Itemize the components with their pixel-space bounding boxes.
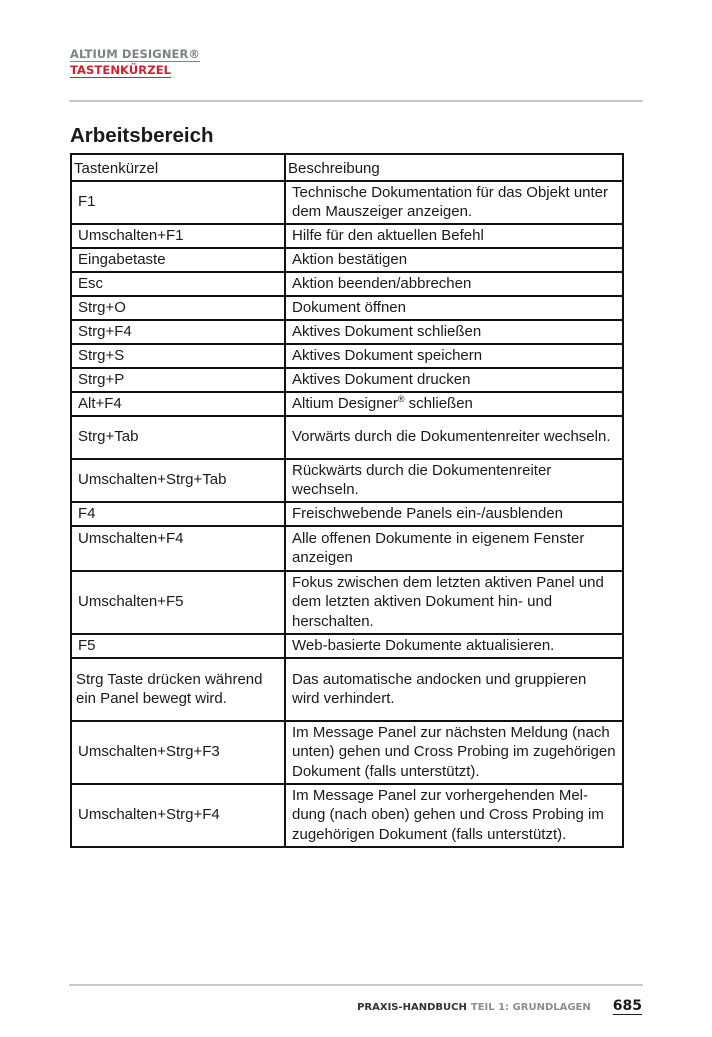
table-row xyxy=(71,658,623,721)
table-row xyxy=(71,181,623,224)
shortcut-cell: F1 xyxy=(71,181,285,224)
footer-book-title: PRAXIS-HANDBUCH xyxy=(357,1002,467,1013)
header-divider xyxy=(69,100,643,102)
shortcut-cell: Alt+F4 xyxy=(71,392,285,416)
table-row xyxy=(71,248,623,272)
table-row xyxy=(71,320,623,344)
description-cell: Web-basierte Dokumente aktualisieren. xyxy=(285,634,623,658)
table-row xyxy=(71,344,623,368)
shortcut-cell: Umschalten+F5 xyxy=(71,571,285,634)
table-row xyxy=(71,459,623,502)
table-row xyxy=(71,416,623,459)
description-cell: Dokument öffnen xyxy=(285,296,623,320)
description-cell: Aktives Dokument schließen xyxy=(285,320,623,344)
running-head xyxy=(70,47,200,78)
column-header-description: Beschreibung xyxy=(285,154,623,181)
shortcut-cell: Strg+Tab xyxy=(71,416,285,459)
description-cell: Das automatische andocken und gruppieren wird verhindert. xyxy=(285,658,623,721)
column-header-shortcut: Tastenkürzel xyxy=(71,154,285,181)
section-title: Arbeitsbereich xyxy=(70,124,214,147)
shortcut-cell: Umschalten+Strg+Tab xyxy=(71,459,285,502)
description-cell: Altium Designer® schließen xyxy=(285,392,623,416)
page-footer xyxy=(357,999,642,1015)
table-row xyxy=(71,392,623,416)
table-row xyxy=(71,368,623,392)
footer-part-title: TEIL 1: GRUNDLAGEN xyxy=(470,1002,591,1013)
description-cell: Aktives Dokument speichern xyxy=(285,344,623,368)
description-cell: Im Message Panel zur nächsten Meldung (nach unten) gehen und Cross Probing im zugehörigen Dokument (falls unterstützt). xyxy=(285,721,623,784)
table-header-row xyxy=(71,154,623,181)
description-cell: Alle offenen Dokumente in eigenem Fenster anzeigen xyxy=(285,526,623,571)
description-cell: Hilfe für den aktuellen Befehl xyxy=(285,224,623,248)
registered-mark: ® xyxy=(397,393,405,404)
table-row xyxy=(71,272,623,296)
shortcut-cell: Strg+S xyxy=(71,344,285,368)
description-cell: Aktives Dokument drucken xyxy=(285,368,623,392)
shortcuts-table xyxy=(70,153,624,848)
shortcut-cell: Umschalten+F1 xyxy=(71,224,285,248)
footer-divider xyxy=(69,984,643,986)
table-row xyxy=(71,526,623,571)
table-row xyxy=(71,634,623,658)
description-cell: Im Message Panel zur vorhergehenden Meldung (nach oben) gehen und Cross Probing im zugehörigen Dokument (falls unterstützt). xyxy=(285,784,623,847)
shortcut-cell: F5 xyxy=(71,634,285,658)
shortcut-cell: F4 xyxy=(71,502,285,526)
shortcut-cell: Strg+P xyxy=(71,368,285,392)
description-cell: Aktion bestätigen xyxy=(285,248,623,272)
description-cell: Rückwärts durch die Dokumentenreiter wechseln. xyxy=(285,459,623,502)
shortcut-cell: Strg Taste drücken während ein Panel bewegt wird. xyxy=(71,658,285,721)
shortcut-cell: Strg+F4 xyxy=(71,320,285,344)
shortcut-cell: Umschalten+F4 xyxy=(71,526,285,571)
table-row xyxy=(71,502,623,526)
shortcut-cell: Umschalten+Strg+F4 xyxy=(71,784,285,847)
description-cell: Technische Dokumentation für das Objekt unter dem Mauszeiger anzeigen. xyxy=(285,181,623,224)
table-row xyxy=(71,296,623,320)
shortcut-cell: Strg+O xyxy=(71,296,285,320)
description-cell: Aktion beenden/abbrechen xyxy=(285,272,623,296)
page-number: 685 xyxy=(612,998,642,1014)
table-row xyxy=(71,721,623,784)
shortcut-cell: Esc xyxy=(71,272,285,296)
chapter-title: TASTENKÜRZEL xyxy=(70,63,172,77)
description-cell: Fokus zwischen dem letzten aktiven Panel und dem letzten aktiven Dokument hin- und herschalten. xyxy=(285,571,623,634)
description-cell: Freischwebende Panels ein-/ausblenden xyxy=(285,502,623,526)
shortcut-cell: Eingabetaste xyxy=(71,248,285,272)
shortcut-cell: Umschalten+Strg+F3 xyxy=(71,721,285,784)
table-row xyxy=(71,571,623,634)
description-cell: Vorwärts durch die Dokumentenreiter wechseln. xyxy=(285,416,623,459)
table-row xyxy=(71,784,623,847)
book-title: ALTIUM DESIGNER® xyxy=(70,47,201,61)
table-row xyxy=(71,224,623,248)
